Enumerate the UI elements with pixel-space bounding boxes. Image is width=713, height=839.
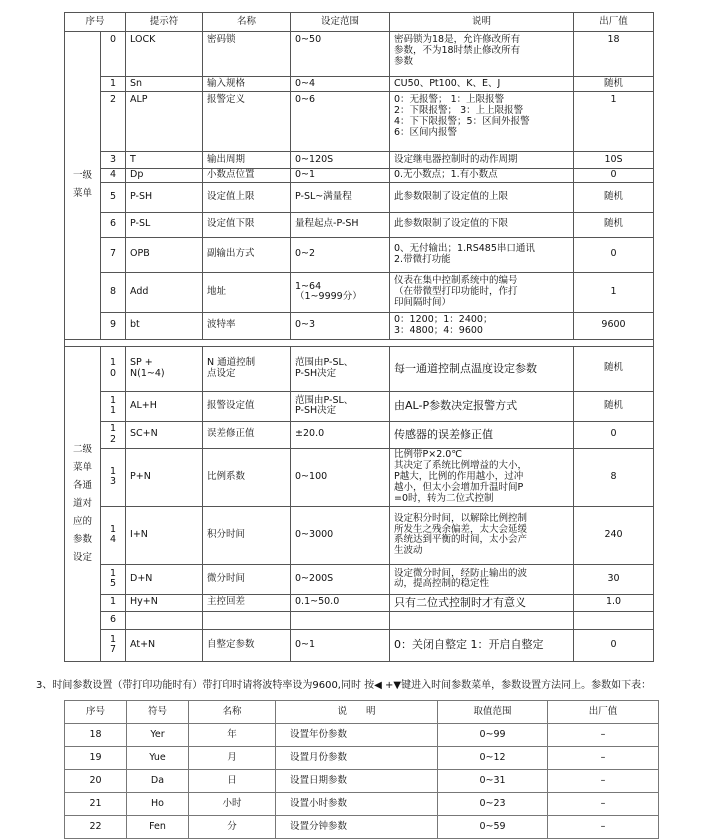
cell-def: 随机	[574, 77, 654, 92]
cell: –	[548, 816, 659, 839]
cell-sym: bt	[126, 312, 203, 339]
cell: –	[548, 747, 659, 770]
cell-def: 1	[574, 92, 654, 152]
cell-def: 随机	[574, 346, 654, 391]
cell: 设置分钟参数	[276, 816, 438, 839]
cell-name: 副输出方式	[203, 237, 291, 272]
table-row	[65, 182, 654, 212]
cell: Yer	[127, 724, 189, 747]
cell-def: 随机	[574, 212, 654, 237]
cell-desc: 仪表在集中控制系统中的编号 （在带微型打印功能时，作打 印间隔时间）	[390, 272, 574, 312]
cell-no: 1 0	[101, 346, 126, 391]
cell-range: 0~1	[291, 169, 390, 183]
cell-sym: OPB	[126, 237, 203, 272]
cell-range	[291, 611, 390, 629]
cell-name: 输出周期	[203, 152, 291, 169]
cell-sym: P+N	[126, 448, 203, 506]
cell: Ho	[127, 793, 189, 816]
cell-no: 1 3	[101, 448, 126, 506]
cell: Yue	[127, 747, 189, 770]
cell: Da	[127, 770, 189, 793]
group-separator	[65, 339, 654, 346]
cell-name: 输入规格	[203, 77, 291, 92]
cell: 设置日期参数	[276, 770, 438, 793]
cell-desc: 每一通道控制点温度设定参数	[390, 346, 574, 391]
cell: 设置小时参数	[276, 793, 438, 816]
cell-no: 5	[101, 182, 126, 212]
cell-range: 范围由P-SL、 P-SH决定	[291, 391, 390, 421]
cell-sym: Hy+N	[126, 594, 203, 611]
cell-desc: 0：关闭自整定 1：开启自整定	[390, 629, 574, 661]
header-cell: 说 明	[276, 701, 438, 724]
table-row	[65, 77, 654, 92]
cell-desc: 由AL-P参数决定报警方式	[390, 391, 574, 421]
cell: 0~12	[438, 747, 548, 770]
cell-def: 随机	[574, 182, 654, 212]
cell-no: 1 4	[101, 506, 126, 564]
cell-desc: 此参数限制了设定值的下限	[390, 212, 574, 237]
cell-name: 设定值上限	[203, 182, 291, 212]
cell-name: 密码锁	[203, 32, 291, 77]
cell-sym: D+N	[126, 564, 203, 594]
cell-def: 1.0	[574, 594, 654, 611]
group-level1-label: 一级菜单	[65, 32, 101, 340]
header-desc: 说明	[390, 13, 574, 32]
cell: 22	[65, 816, 127, 839]
cell-no: 8	[101, 272, 126, 312]
cell-def: 240	[574, 506, 654, 564]
cell-range: 0~100	[291, 448, 390, 506]
cell-no: 4	[101, 169, 126, 183]
cell-no: 6	[101, 212, 126, 237]
cell-sym: Add	[126, 272, 203, 312]
table-row	[65, 629, 654, 661]
cell-desc: 此参数限制了设定值的上限	[390, 182, 574, 212]
header-cell: 取值范围	[438, 701, 548, 724]
cell-sym: SC+N	[126, 421, 203, 448]
cell-desc: 设定积分时间，以解除比例控制 所发生之残余偏差，太大会延缓 系统达到平衡的时间，太小会产 生波动	[390, 506, 574, 564]
parameter-table	[64, 12, 654, 662]
cell-desc: 比例带P×2.0℃ 其决定了系统比例增益的大小， P越大，比例的作用越小，过冲 越小，但太小会增加升温时间P =0时，转为二位式控制	[390, 448, 574, 506]
cell: 年	[189, 724, 276, 747]
table-row	[65, 793, 659, 816]
table-row	[65, 448, 654, 506]
cell-def: 9600	[574, 312, 654, 339]
cell-def	[574, 611, 654, 629]
cell-def: 18	[574, 32, 654, 77]
cell: 设置月份参数	[276, 747, 438, 770]
cell-name: 地址	[203, 272, 291, 312]
cell-def: 0	[574, 169, 654, 183]
cell-name: 波特率	[203, 312, 291, 339]
cell-no: 2	[101, 92, 126, 152]
header-name: 名称	[203, 13, 291, 32]
cell-sym: T	[126, 152, 203, 169]
table-row	[65, 611, 654, 629]
table-header	[65, 13, 654, 32]
table-row	[65, 312, 654, 339]
cell-sym: I+N	[126, 506, 203, 564]
cell-def: 随机	[574, 391, 654, 421]
cell-desc: 设定微分时间，经防止输出的波 动，提高控制的稳定性	[390, 564, 574, 594]
cell-desc: 设定继电器控制时的动作周期	[390, 152, 574, 169]
cell-no: 7	[101, 237, 126, 272]
cell-range: 0~4	[291, 77, 390, 92]
cell-no: 0	[101, 32, 126, 77]
time-params-note: 3、时间参数设置（带打印功能时有）带打印时请将波特率设为9600,同时 按◀ +▼键进入时间参数菜单，参数设置方法同上。参数如下表：	[36, 680, 652, 691]
cell-def: 30	[574, 564, 654, 594]
cell-name: 误差修正值	[203, 421, 291, 448]
table-row	[65, 770, 659, 793]
table-row	[65, 212, 654, 237]
cell-sym: SP + N(1~4)	[126, 346, 203, 391]
cell-sym: Sn	[126, 77, 203, 92]
table-row	[65, 506, 654, 564]
cell-no: 1 7	[101, 629, 126, 661]
cell-range: 量程起点-P-SH	[291, 212, 390, 237]
cell-name: N 通道控制 点设定	[203, 346, 291, 391]
cell-sym: P-SL	[126, 212, 203, 237]
cell-name: 自整定参数	[203, 629, 291, 661]
cell: 0~23	[438, 793, 548, 816]
cell-desc: 传感器的误差修正值	[390, 421, 574, 448]
cell-no: 1 1	[101, 391, 126, 421]
group-level2-label: 二级菜单各通道对应的参数设定	[65, 346, 101, 661]
cell-sym: LOCK	[126, 32, 203, 77]
cell-range: 0~3000	[291, 506, 390, 564]
header-default: 出厂值	[574, 13, 654, 32]
cell-range: 0~200S	[291, 564, 390, 594]
cell-range: 0~6	[291, 92, 390, 152]
table-row	[65, 346, 654, 391]
cell-name: 设定值下限	[203, 212, 291, 237]
cell-def: 1	[574, 272, 654, 312]
table-row	[65, 421, 654, 448]
cell-desc: CU50、Pt100、K、E、J	[390, 77, 574, 92]
cell-no: 1 5	[101, 564, 126, 594]
table-row	[65, 92, 654, 152]
cell-desc: 0：无报警； 1：上限报警 2：下限报警； 3：上上限报警 4：下下限报警；5：区间外报警 6：区间内报警	[390, 92, 574, 152]
cell-sym: At+N	[126, 629, 203, 661]
table-row	[65, 32, 654, 77]
cell-range: 0~3	[291, 312, 390, 339]
cell-no: 1	[101, 594, 126, 611]
header-no: 序号	[65, 13, 126, 32]
cell-def: 0	[574, 237, 654, 272]
cell: 0~59	[438, 816, 548, 839]
header-symbol: 提示符	[126, 13, 203, 32]
table-row	[65, 169, 654, 183]
cell-range: 0~2	[291, 237, 390, 272]
cell: 21	[65, 793, 127, 816]
cell-range: 0~50	[291, 32, 390, 77]
cell-name: 报警设定值	[203, 391, 291, 421]
cell-desc: 密码锁为18是，允许修改所有 参数，不为18时禁止修改所有 参数	[390, 32, 574, 77]
header-range: 设定范围	[291, 13, 390, 32]
time-parameter-table	[64, 700, 659, 839]
table-row	[65, 747, 659, 770]
cell-no: 3	[101, 152, 126, 169]
table-row	[65, 564, 654, 594]
header-cell: 出厂值	[548, 701, 659, 724]
cell-no: 6	[101, 611, 126, 629]
cell-range: ±20.0	[291, 421, 390, 448]
cell: 0~99	[438, 724, 548, 747]
cell: 18	[65, 724, 127, 747]
table-row	[65, 391, 654, 421]
cell-name: 积分时间	[203, 506, 291, 564]
header-cell: 名称	[189, 701, 276, 724]
cell: Fen	[127, 816, 189, 839]
cell-desc: 0：1200；1：2400； 3：4800；4：9600	[390, 312, 574, 339]
cell-def: 0	[574, 421, 654, 448]
cell-range: 0.1~50.0	[291, 594, 390, 611]
separator-cell	[65, 339, 654, 346]
cell-sym: ALP	[126, 92, 203, 152]
cell-def: 8	[574, 448, 654, 506]
cell-sym: Dp	[126, 169, 203, 183]
cell-name: 微分时间	[203, 564, 291, 594]
cell-sym: P-SH	[126, 182, 203, 212]
cell-range: 1~64 （1~9999分）	[291, 272, 390, 312]
cell-no: 1	[101, 77, 126, 92]
cell: 月	[189, 747, 276, 770]
table-row	[65, 237, 654, 272]
cell-name	[203, 611, 291, 629]
header-cell: 符号	[127, 701, 189, 724]
cell: 分	[189, 816, 276, 839]
table-row	[65, 272, 654, 312]
cell-name: 比例系数	[203, 448, 291, 506]
cell-def: 10S	[574, 152, 654, 169]
cell-sym: AL+H	[126, 391, 203, 421]
cell-name: 报警定义	[203, 92, 291, 152]
cell: 设置年份参数	[276, 724, 438, 747]
table-row	[65, 594, 654, 611]
cell-desc	[390, 611, 574, 629]
header-cell: 序号	[65, 701, 127, 724]
cell: –	[548, 724, 659, 747]
cell-range: 范围由P-SL、 P-SH决定	[291, 346, 390, 391]
cell: 小时	[189, 793, 276, 816]
cell: 19	[65, 747, 127, 770]
cell: 日	[189, 770, 276, 793]
cell-no: 9	[101, 312, 126, 339]
cell-desc: 0.无小数点；1.有小数点	[390, 169, 574, 183]
cell: 0~31	[438, 770, 548, 793]
table-row	[65, 724, 659, 747]
cell: 20	[65, 770, 127, 793]
table-header	[65, 701, 659, 724]
cell-range: 0~120S	[291, 152, 390, 169]
cell-no: 1 2	[101, 421, 126, 448]
cell-name: 主控回差	[203, 594, 291, 611]
table-row	[65, 816, 659, 839]
table-row	[65, 152, 654, 169]
cell-desc: 0、无付输出；1.RS485串口通讯 2.带微打功能	[390, 237, 574, 272]
cell-desc: 只有二位式控制时才有意义	[390, 594, 574, 611]
cell-range: 0~1	[291, 629, 390, 661]
cell-sym	[126, 611, 203, 629]
cell-range: P-SL~满量程	[291, 182, 390, 212]
cell-name: 小数点位置	[203, 169, 291, 183]
cell-def: 0	[574, 629, 654, 661]
cell: –	[548, 770, 659, 793]
cell: –	[548, 793, 659, 816]
